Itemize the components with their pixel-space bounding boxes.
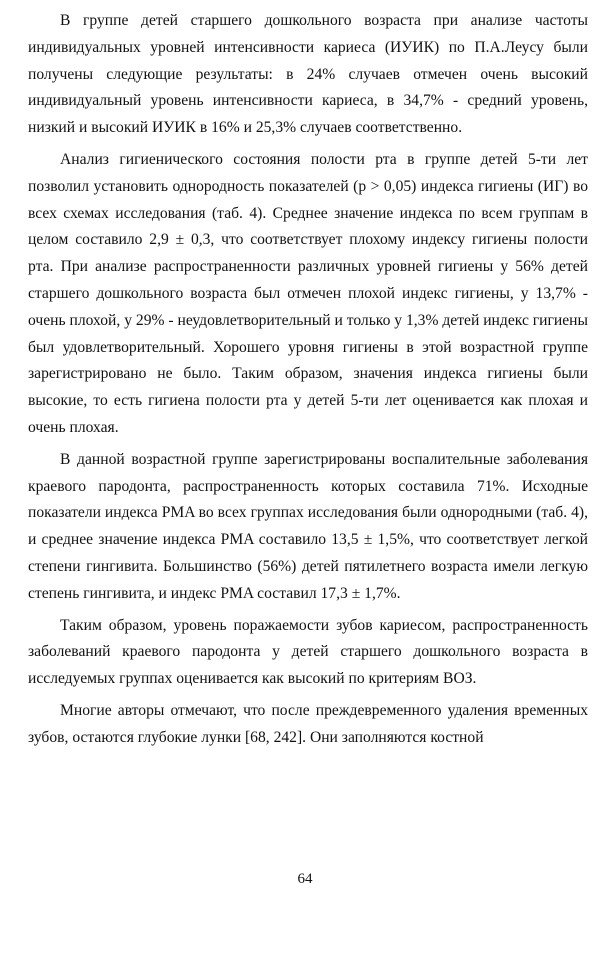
paragraph-premature-extraction: Многие авторы отмечают, что после преждевременного удаления временных зубов, остаются глубокие лунки [68, 242]. Они заполняются костной [28,701,588,746]
paragraph-hygiene-index: Анализ гигиенического состояния полости рта в группе детей 5-ти лет позволил установить однородность показателей (p > 0,05) индекса гигиены (ИГ) во всех схемах исследования (таб. 4). Среднее значение индекса по всем группам в целом составило 2,9 ± 0,3, что соответствует плохому индексу гигиены полости рта. При анализе распространенности различных уровней гигиены у 56% детей старшего дошкольного возраста был отмечен плохой индекс гигиены, у 13,7% - очень плохой, у 29% - неудовлетворительный и только у 1,3% детей индекс гигиены был удовлетворительный. Хорошего уровня гигиены в этой возрастной группе зарегистрировано не было. Таким образом, значения индекса гигиены были высокие, то есть гигиена полости рта у детей 5-ти лет оценивается как плохая и очень плохая. [28,150,588,436]
body-text [28,8,588,757]
page-number: 64 [297,871,313,887]
paragraph-periodontal-pma: В данной возрастной группе зарегистрированы воспалительные заболевания краевого пародонта, распространенность которых составила 71%. Исходные показатели индекса PMA во всех группах исследования были однородными (таб. 4), и среднее значение индекса PMA составило 13,5 ± 1,5%, что соответствует легкой степени гингивита. Большинство (56%) детей пятилетнего возраста имели легкую степень гингивита, и индекс PMA составил 17,3 ± 1,7%. [28,450,588,602]
paragraph-conclusion: Таким образом, уровень поражаемости зубов кариесом, распространенность заболеваний краевого пародонта у детей старшего дошкольного возраста в исследуемых группах оценивается как высокий по критериям ВОЗ. [28,616,588,688]
paragraph-caries-levels: В группе детей старшего дошкольного возраста при анализе частоты индивидуальных уровней интенсивности кариеса (ИУИК) по П.А.Леусу были получены следующие результаты: в 24% случаев отмечен очень высокий индивидуальный уровень интенсивности кариеса, в 34,7% - средний уровень, низкий и высокий ИУИК в 16% и 25,3% случаев соответственно. [28,12,588,137]
